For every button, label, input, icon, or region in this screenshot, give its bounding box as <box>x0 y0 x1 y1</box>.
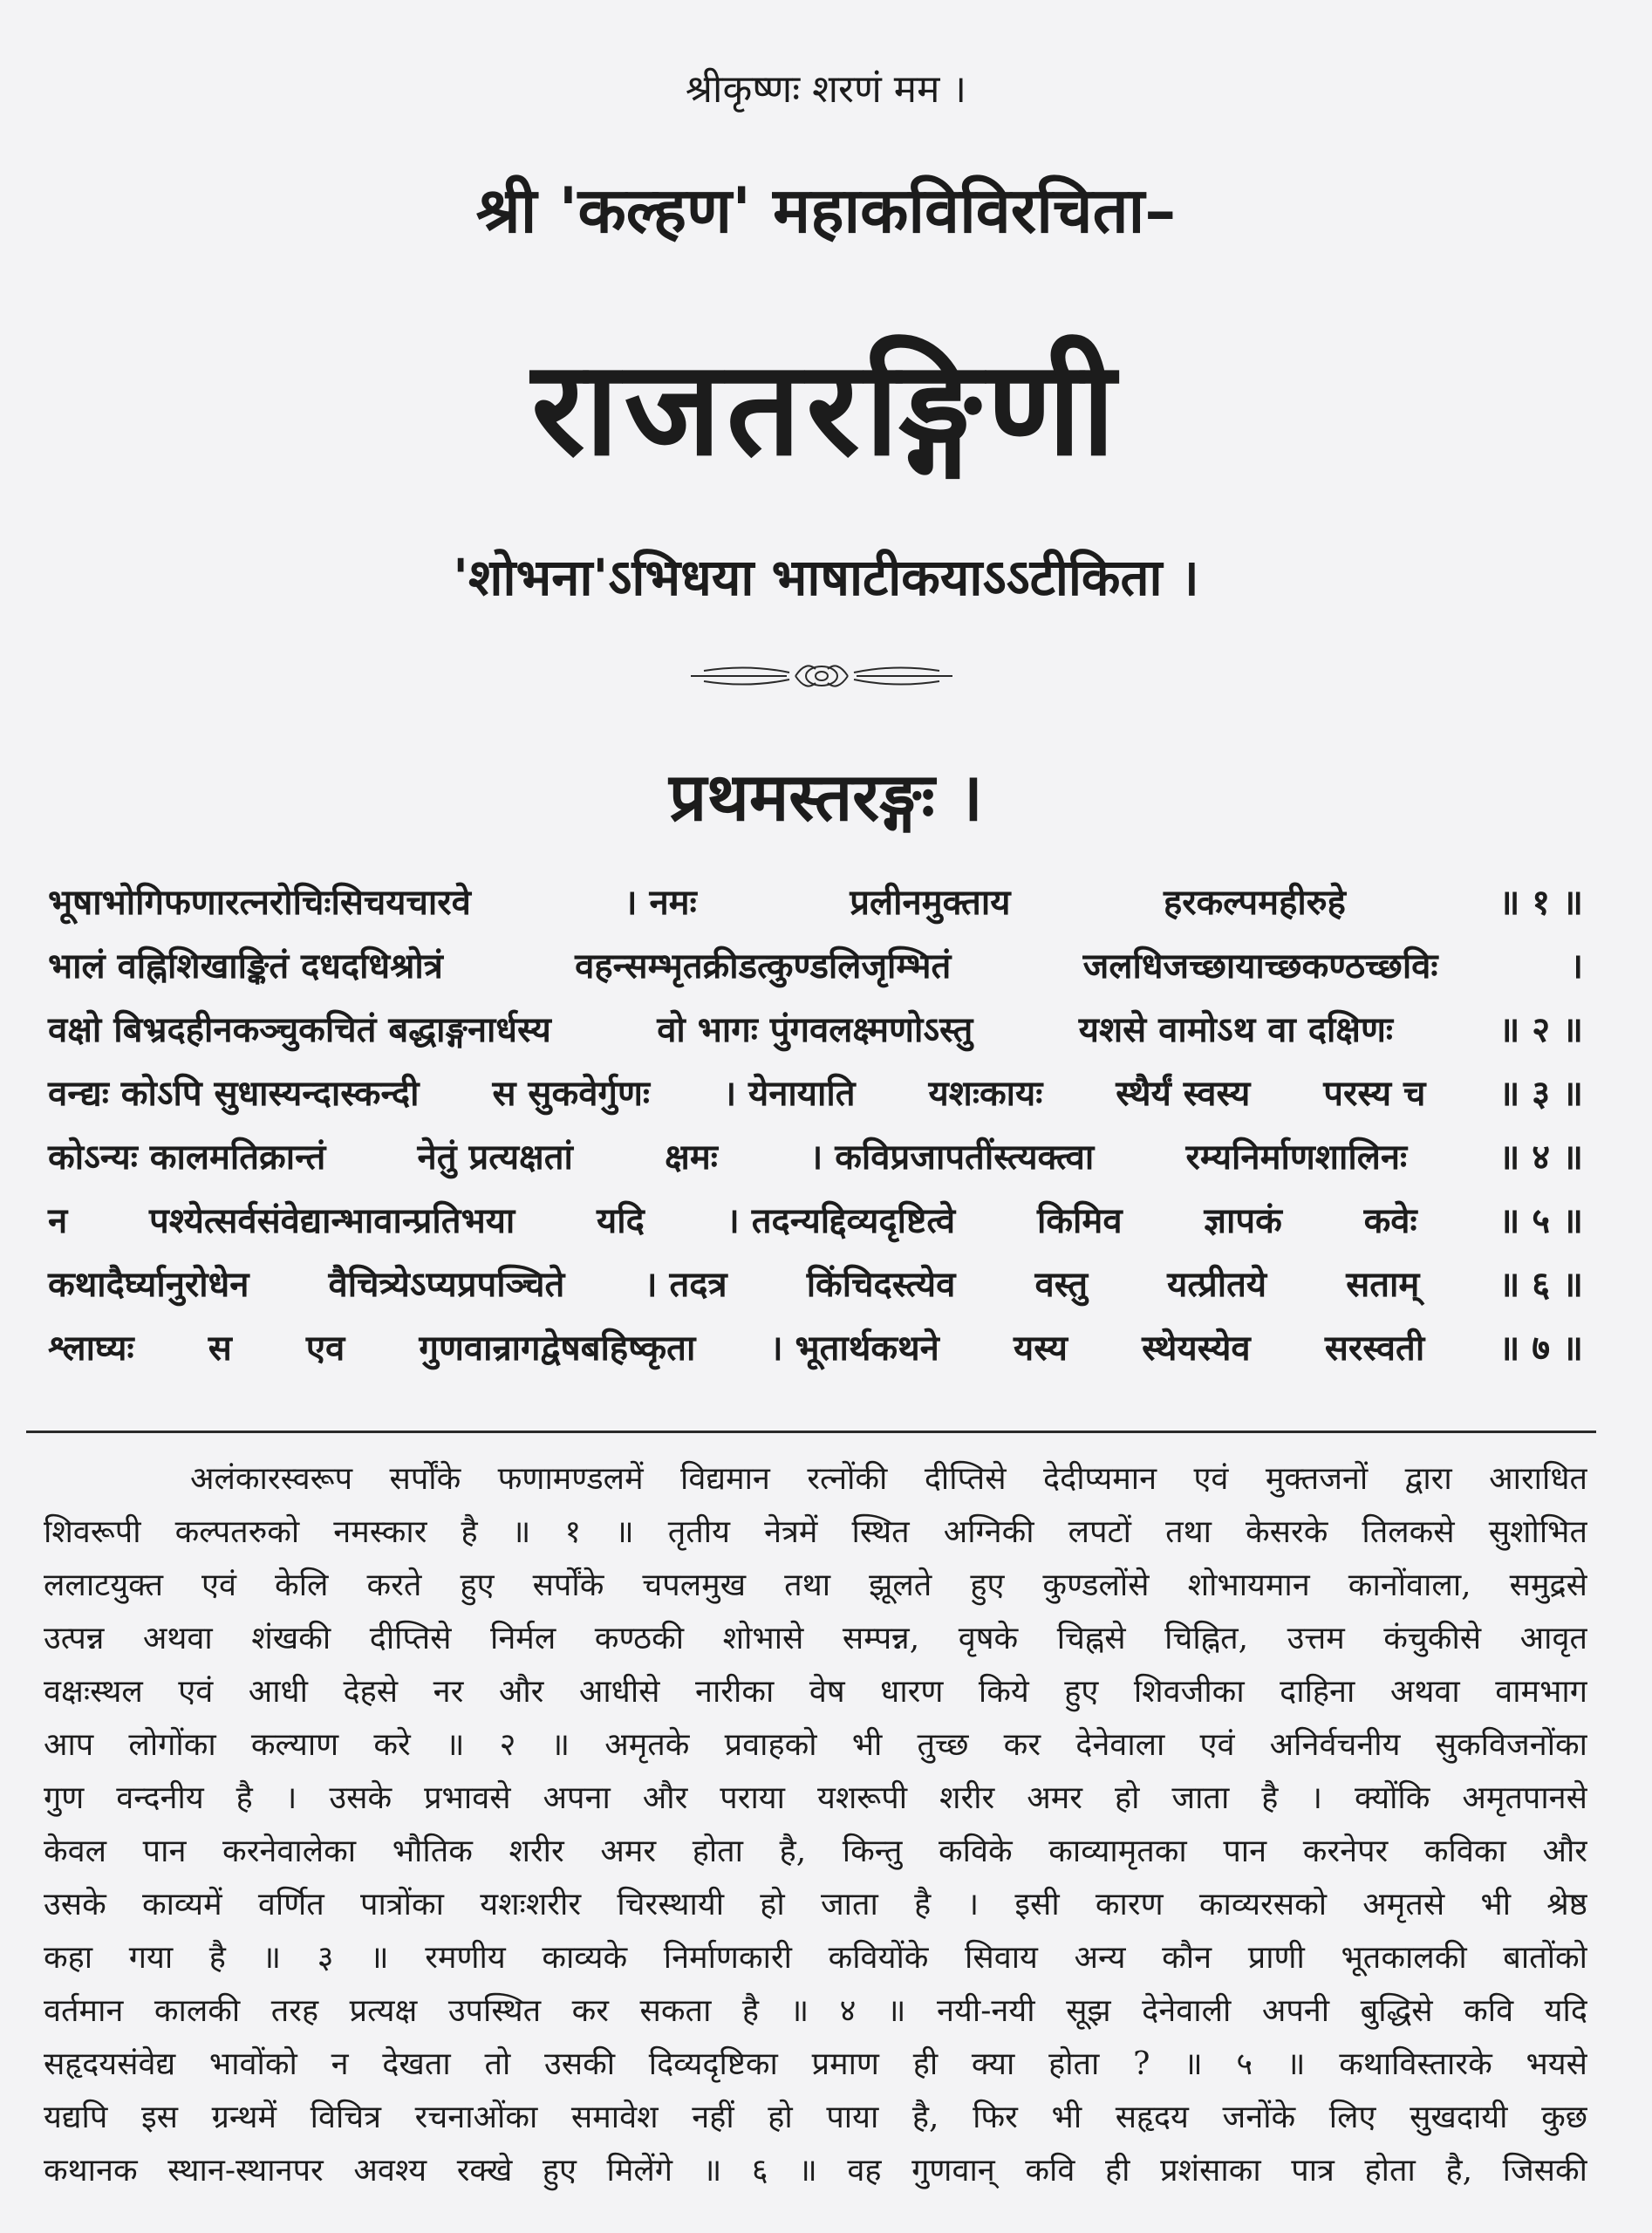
verse-segment: पश्येत्सर्वसंवेद्यान्भावान्प्रतिभया <box>148 1200 515 1241</box>
verse-segment: यशसे वामोऽथ वा दक्षिणः <box>1078 1009 1393 1050</box>
verse-segment: सरस्वती <box>1324 1328 1425 1369</box>
verse-segment: ॥ ७ ॥ <box>1498 1328 1583 1369</box>
invocation-line: श्रीकृष्णः शरणं मम । <box>685 67 967 112</box>
verse-segment: ॥ ४ ॥ <box>1498 1137 1583 1178</box>
verse-segment: स सुकवेर्गुणः <box>492 1073 650 1114</box>
verse-segment: ज्ञापकं <box>1204 1200 1282 1241</box>
verse-segment: । भूतार्थकथने <box>769 1328 939 1369</box>
verse-segment: । तदत्र <box>644 1264 727 1305</box>
verse-segment: कथादैर्घ्यानुरोधेन <box>48 1264 249 1305</box>
verse-segment: भालं वह्निशिखाङ्कितं दधदधिश्रोत्रं <box>48 946 443 987</box>
commentary-line: शिवरूपी कल्पतरुको नमस्कार है ॥ १ ॥ तृतीय नेत्रमें स्थित अग्निकी लपटों तथा केसरके तिलकसे सुशोभित <box>44 1514 1587 1550</box>
verse-segment: क्षमः <box>665 1137 718 1178</box>
verse-segment: एव <box>305 1328 345 1369</box>
section-divider <box>26 1431 1596 1433</box>
commentary-line: आप लोगोंका कल्याण करे ॥ २ ॥ अमृतके प्रवाहको भी तुच्छ कर देनेवाला एवं अनिर्वचनीय सुकविजनोंका <box>44 1727 1587 1763</box>
verse-line <box>48 1068 1583 1131</box>
verse-segment: हरकल्पमहीरुहे <box>1163 882 1346 923</box>
verse-segment: यस्य <box>1014 1328 1068 1369</box>
verse-segment: वो भागः पुंगवलक्ष्मणोऽस्तु <box>657 1009 973 1050</box>
verse-segment: । येनायाति <box>722 1073 856 1114</box>
verse-segment: ॥ १ ॥ <box>1498 882 1583 923</box>
verse-segment: गुणवान्रागद्वेषबहिष्कृता <box>419 1328 696 1369</box>
verse-segment: वन्द्यः कोऽपि सुधास्यन्दास्कन्दी <box>48 1073 420 1114</box>
verse-block <box>48 877 1583 1386</box>
commentary-line: वर्तमान कालकी तरह प्रत्यक्ष उपस्थित कर सकता है ॥ ४ ॥ नयी-नयी सूझ देनेवाली अपनी बुद्धिसे कवि यदि <box>44 1993 1587 2029</box>
verse-segment: ॥ ५ ॥ <box>1498 1200 1583 1241</box>
verse-line <box>48 1131 1583 1195</box>
commentary-line: अलंकारस्वरूप सर्पोंके फणामण्डलमें विद्यमान रत्नोंकी दीप्तिसे देदीप्यमान एवं मुक्तजनों द्वारा आराधित <box>190 1461 1587 1497</box>
commentary-line: उत्पन्न अथवा शंखकी दीप्तिसे निर्मल कण्ठकी शोभासे सम्पन्न, वृषके चिह्नसे चिह्नित, उत्तम कंचुकीसे आवृत <box>44 1621 1587 1656</box>
verse-segment: परस्य च <box>1323 1073 1426 1114</box>
verse-segment: किंचिदस्त्येव <box>806 1264 956 1305</box>
verse-segment: । कविप्रजापतींस्त्यक्त्वा <box>809 1137 1095 1178</box>
verse-segment: यशःकायः <box>928 1073 1043 1114</box>
commentary-subtitle: 'शोभना'ऽभिधया भाषाटीकयाऽऽटीकिता । <box>453 548 1199 607</box>
verse-segment: वैचित्र्येऽप्यप्रपञ्चिते <box>328 1264 565 1305</box>
verse-segment: स्थैर्यं स्वस्य <box>1116 1073 1251 1114</box>
commentary-block <box>44 1452 1587 2197</box>
commentary-line: यद्यपि इस ग्रन्थमें विचित्र रचनाओंका समावेश नहीं हो पाया है, फिर भी सहृदय जनोंके लिए सुखदायी कुछ <box>44 2100 1587 2135</box>
verse-segment: ॥ ६ ॥ <box>1498 1264 1583 1305</box>
verse-line <box>48 940 1583 1004</box>
verse-segment: स्थेयस्येव <box>1142 1328 1251 1369</box>
chapter-heading: प्रथमस्तरङ्गः । <box>669 758 983 836</box>
verse-segment: किमिव <box>1036 1200 1123 1241</box>
verse-segment: रम्यनिर्माणशालिनः <box>1185 1137 1408 1178</box>
verse-segment: कवेः <box>1363 1200 1417 1241</box>
commentary-line: गुण वन्दनीय है । उसके प्रभावसे अपना और पराया यशरूपी शरीर अमर हो जाता है । क्योंकि अमृतपानसे <box>44 1780 1587 1816</box>
verse-segment: यत्प्रीतये <box>1167 1264 1267 1305</box>
verse-line <box>48 1004 1583 1068</box>
verse-segment: । नमः <box>624 882 697 923</box>
verse-segment: ॥ २ ॥ <box>1498 1009 1583 1050</box>
verse-segment: प्रलीनमुक्ताय <box>850 882 1011 923</box>
commentary-line: वक्षःस्थल एवं आधी देहसे नर और आधीसे नारीका वेष धारण किये हुए शिवजीका दाहिना अथवा वामभाग <box>44 1674 1587 1710</box>
commentary-line: ललाटयुक्त एवं केलि करते हुए सर्पोंके चपलमुख तथा झूलते हुए कुण्डलोंसे शोभायमान कानोंवाला, समुद्रसे <box>44 1567 1587 1603</box>
book-title: राजतरङ्गिणी <box>531 331 1121 485</box>
ornament-divider-icon <box>686 650 957 702</box>
author-byline: श्री 'कल्हण' महाकविविरचिता– <box>475 173 1177 247</box>
verse-line <box>48 877 1583 940</box>
verse-line <box>48 1322 1583 1386</box>
verse-segment: सताम् <box>1346 1264 1420 1305</box>
verse-segment: न <box>48 1200 68 1241</box>
verse-segment: भूषाभोगिफणारत्नरोचिःसिचयचारवे <box>48 882 471 923</box>
verse-line <box>48 1259 1583 1322</box>
commentary-line: कहा गया है ॥ ३ ॥ रमणीय काव्यके निर्माणकारी कवियोंके सिवाय अन्य कौन प्राणी भूतकालकी बातोंको <box>44 1940 1587 1976</box>
verse-segment: ॥ ३ ॥ <box>1498 1073 1583 1114</box>
verse-segment: वहन्सम्भृतक्रीडत्कुण्डलिजृम्भितं <box>575 946 952 987</box>
commentary-line: उसके काव्यमें वर्णित पात्रोंका यशःशरीर चिरस्थायी हो जाता है । इसी कारण काव्यरसको अमृतसे भी श्रेष्ठ <box>44 1887 1587 1922</box>
verse-segment: । तदन्यद्दिव्यदृष्टित्वे <box>726 1200 956 1241</box>
verse-segment: नेतुं प्रत्यक्षतां <box>417 1137 573 1178</box>
verse-segment: यदि <box>597 1200 645 1241</box>
verse-segment: श्लाघ्यः <box>48 1328 134 1369</box>
verse-segment: वक्षो बिभ्रदहीनकञ्चुकचितं बद्धाङ्गनार्धस्य <box>48 1009 551 1050</box>
verse-segment: । <box>1569 946 1583 987</box>
verse-line <box>48 1195 1583 1259</box>
verse-segment: स <box>208 1328 232 1369</box>
commentary-line: केवल पान करनेवालेका भौतिक शरीर अमर होता है, किन्तु कविके काव्यामृतका पान करनेपर कविका और <box>44 1834 1587 1869</box>
verse-segment: वस्तु <box>1034 1264 1089 1305</box>
verse-segment: जलधिजच्छायाच्छकण्ठच्छविः <box>1082 946 1438 987</box>
verse-segment: कोऽन्यः कालमतिक्रान्तं <box>48 1137 326 1178</box>
commentary-line: सहृदयसंवेद्य भावोंको न देखता तो उसकी दिव्यदृष्टिका प्रमाण ही क्या होता ? ॥ ५ ॥ कथाविस्तारके भयसे <box>44 2046 1587 2082</box>
commentary-line: कथानक स्थान-स्थानपर अवश्य रक्खे हुए मिलेंगे ॥ ६ ॥ वह गुणवान् कवि ही प्रशंसाका पात्र होता है, जिसकी <box>44 2153 1587 2189</box>
